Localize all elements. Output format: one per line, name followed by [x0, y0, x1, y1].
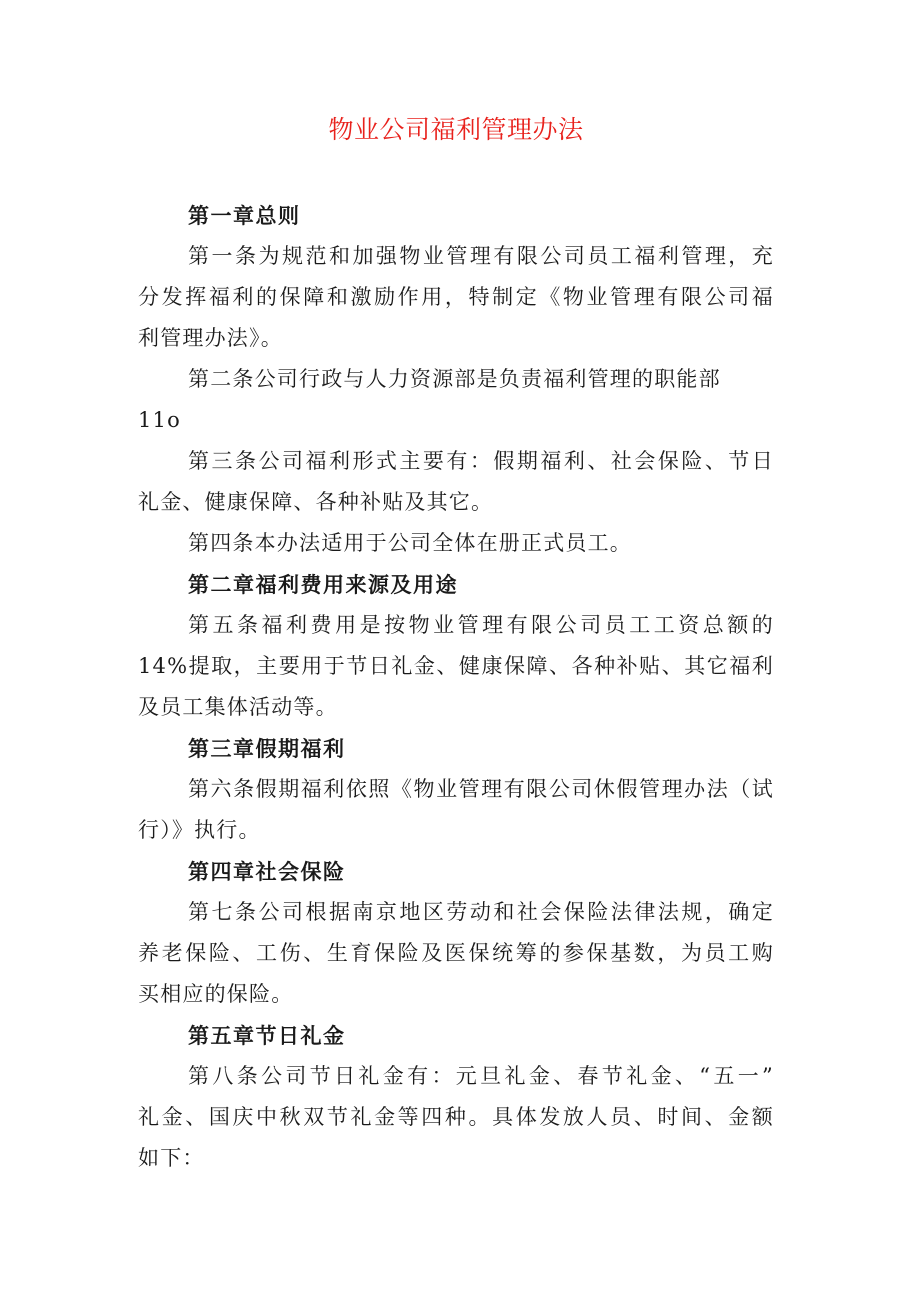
chapter-heading: 第三章假期福利 [188, 736, 346, 761]
document-body [138, 195, 774, 1179]
document-title: 物业公司福利管理办法 [328, 115, 584, 144]
chapter-heading: 第四章社会保险 [188, 859, 346, 884]
paragraph-line: 礼金、健康保障、各种补贴及其它。 [138, 490, 494, 514]
paragraph-line: 行）》执行。 [138, 818, 261, 842]
paragraph-line: 及员工集体活动等。 [138, 695, 338, 719]
paragraph-line: 如下： [138, 1146, 205, 1170]
chapter-heading: 第一章总则 [188, 203, 301, 228]
paragraph-line: 买相应的保险。 [138, 982, 294, 1006]
paragraph-line: 第七条公司根据南京地区劳动和社会保险法律法规，确定 [188, 900, 774, 924]
paragraph-line: 14%提取，主要用于节日礼金、健康保障、各种补贴、其它福利 [138, 654, 774, 678]
paragraph-line: 第六条假期福利依照《物业管理有限公司休假管理办法（试 [188, 777, 774, 801]
paragraph-line: 养老保险、工伤、生育保险及医保统筹的参保基数，为员工购 [138, 941, 774, 965]
paragraph-line: 第八条公司节日礼金有：元旦礼金、春节礼金、“五一” [188, 1064, 774, 1088]
paragraph-line: 第一条为规范和加强物业管理有限公司员工福利管理，充 [188, 244, 774, 268]
chapter-heading: 第五章节日礼金 [188, 1023, 346, 1048]
paragraph-line: 礼金、国庆中秋双节礼金等四种。具体发放人员、时间、金额 [138, 1105, 774, 1129]
paragraph-line: 11o [138, 408, 181, 432]
paragraph-line: 第四条本办法适用于公司全体在册正式员工。 [188, 531, 632, 555]
paragraph-line: 利管理办法》。 [138, 326, 283, 350]
chapter-heading: 第二章福利费用来源及用途 [188, 572, 458, 597]
paragraph-line: 分发挥福利的保障和激励作用，特制定《物业管理有限公司福 [138, 285, 774, 309]
paragraph-line: 第三条公司福利形式主要有：假期福利、社会保险、节日 [188, 449, 774, 473]
paragraph-line: 第五条福利费用是按物业管理有限公司员工工资总额的 [188, 613, 774, 637]
paragraph-line: 第二条公司行政与人力资源部是负责福利管理的职能部 [188, 367, 721, 391]
